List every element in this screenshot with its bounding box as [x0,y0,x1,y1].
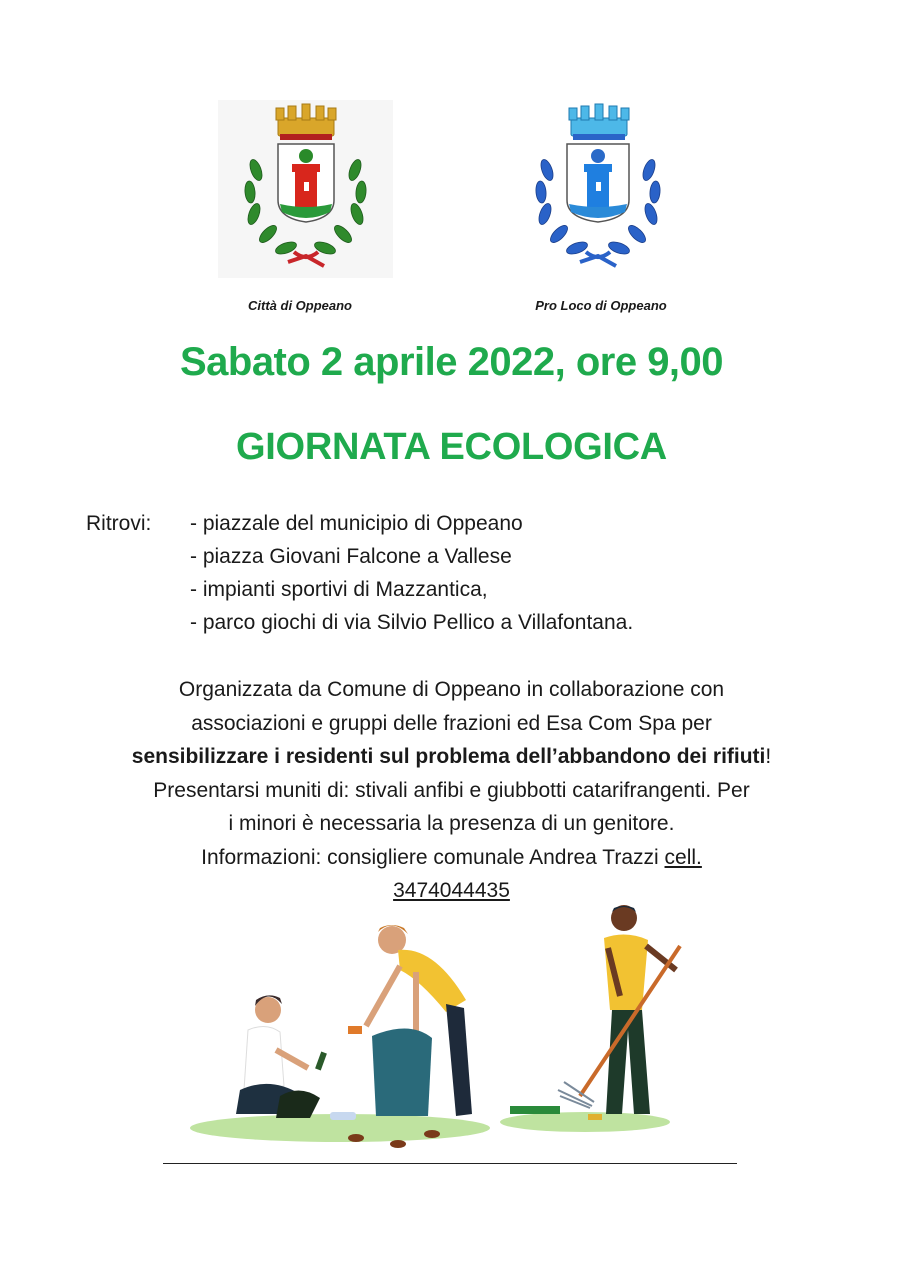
info-text: Informazioni: consigliere comunale Andrea Trazzi [201,845,665,869]
description-line: i minori è necessaria la presenza di un genitore. [228,812,675,835]
description [40,673,863,908]
meeting-points-list [190,507,810,639]
meeting-points-label: Ritrovi: [86,512,152,535]
description-line: Presentarsi muniti di: stivali anfibi e giubbotti catarifrangenti. Per [153,778,750,802]
coat-of-arms-blue-icon [511,100,686,278]
description-line: associazioni e gruppi delle frazioni ed Esa Com Spa per [191,711,712,735]
awareness-emphasis: sensibilizzare i residenti sul problema dell’abbandono dei rifiuti [131,745,766,768]
divider [163,1163,737,1164]
description-line [40,841,863,875]
list-item: - piazza Giovani Falcone a Vallese [190,545,512,568]
proloco-caption: Pro Loco di Oppeano [535,298,667,313]
contact-number-link[interactable]: 3474044435 [393,879,510,902]
volunteers-cleanup-illustration [180,900,720,1160]
event-date-heading: Sabato 2 aprile 2022, ore 9,00 [179,340,724,384]
list-item: - piazzale del municipio di Oppeano [190,512,523,535]
coat-of-arms-icon [218,100,393,278]
description-line: Organizzata da Comune di Oppeano in collaborazione con [178,678,725,701]
contact-label: cell. [664,845,702,869]
exclamation: ! [765,745,772,768]
description-line [40,740,863,774]
event-title: GIORNATA ECOLOGICA [236,426,667,468]
list-item: - parco giochi di via Silvio Pellico a Villafontana. [190,611,634,634]
city-caption: Città di Oppeano [248,298,352,313]
list-item: - impianti sportivi di Mazzantica, [190,578,488,601]
